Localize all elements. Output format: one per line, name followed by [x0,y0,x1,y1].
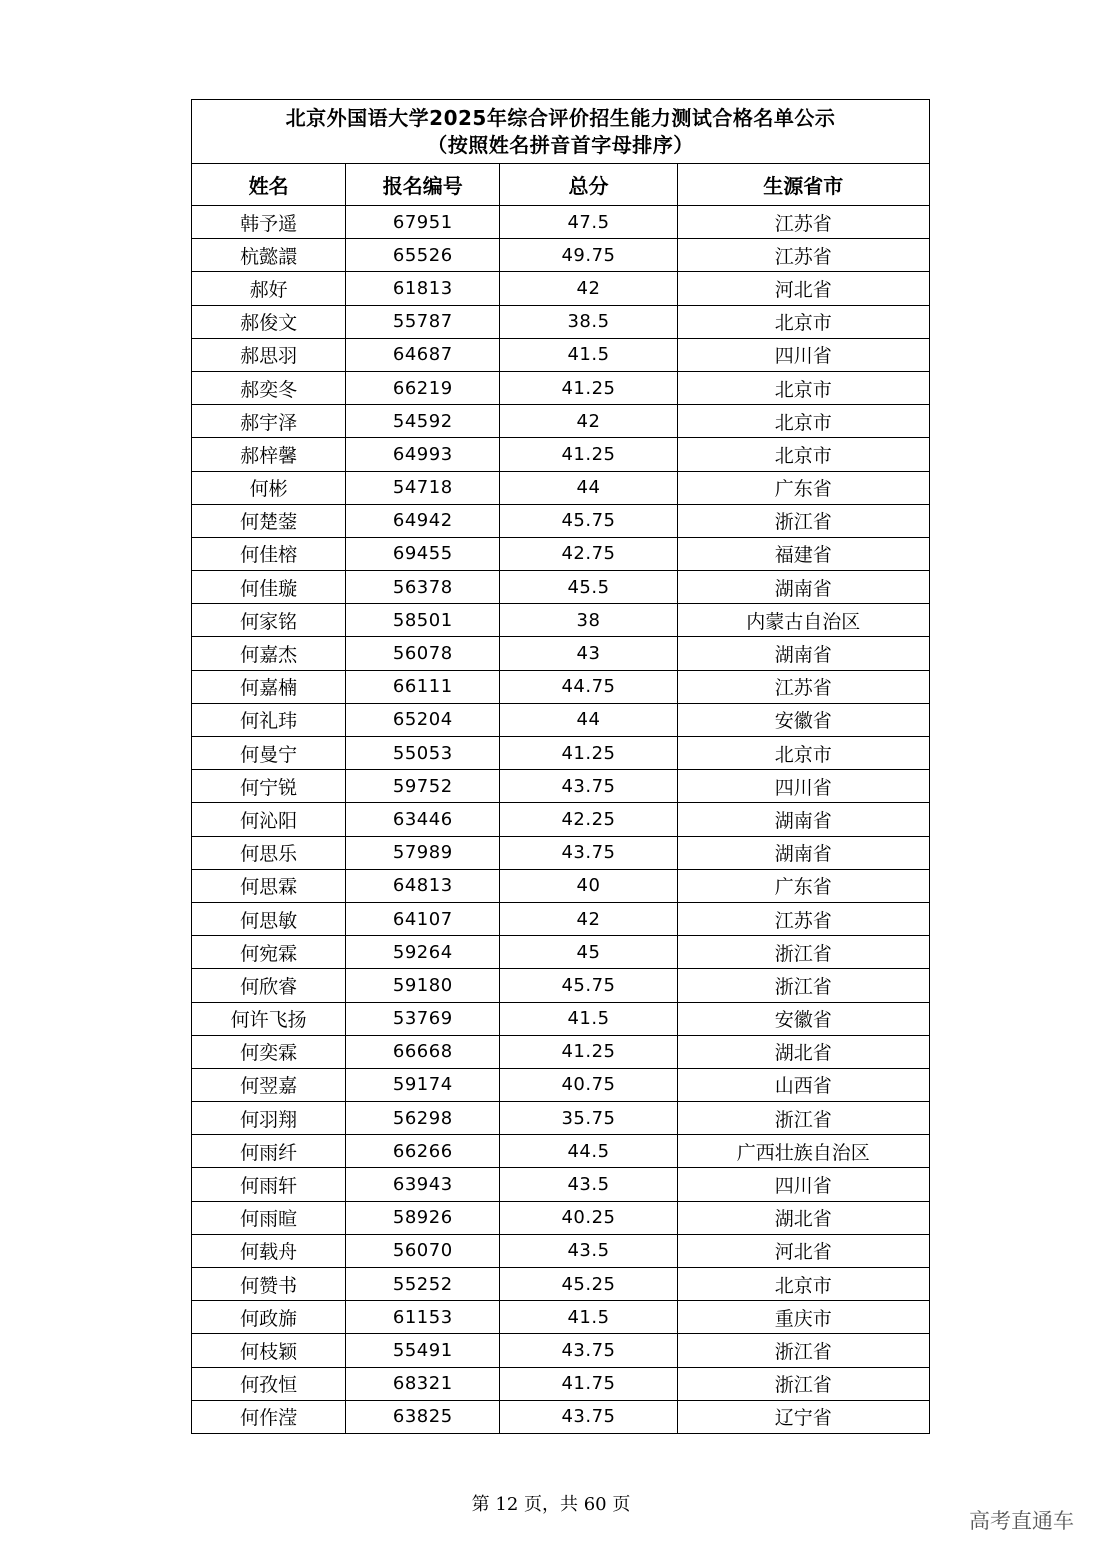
cell-total-score: 44 [500,703,677,736]
cell-name: 郝俊文 [192,305,346,338]
cell-name: 何佳璇 [192,571,346,604]
cell-province: 四川省 [677,770,929,803]
table-row [192,637,930,670]
cell-province: 辽宁省 [677,1400,929,1433]
cell-total-score: 41.5 [500,338,677,371]
table-row [192,936,930,969]
table-row [192,902,930,935]
cell-registration-number: 53769 [346,1002,500,1035]
table-row [192,1367,930,1400]
table-row [192,604,930,637]
cell-registration-number: 67951 [346,206,500,239]
cell-total-score: 45.5 [500,571,677,604]
cell-total-score: 44.5 [500,1135,677,1168]
header-registration-number: 报名编号 [346,164,500,206]
cell-name: 何雨轩 [192,1168,346,1201]
cell-registration-number: 63825 [346,1400,500,1433]
cell-province: 浙江省 [677,969,929,1002]
cell-registration-number: 56378 [346,571,500,604]
cell-province: 浙江省 [677,1334,929,1367]
cell-registration-number: 65526 [346,239,500,272]
table-row [192,206,930,239]
cell-registration-number: 58501 [346,604,500,637]
cell-total-score: 44.75 [500,670,677,703]
cell-total-score: 42.25 [500,803,677,836]
cell-total-score: 45 [500,936,677,969]
cell-total-score: 42 [500,902,677,935]
table-row [192,371,930,404]
cell-total-score: 41.5 [500,1002,677,1035]
header-province: 生源省市 [677,164,929,206]
cell-name: 杭懿譞 [192,239,346,272]
cell-province: 湖南省 [677,836,929,869]
cell-name: 郝梓馨 [192,438,346,471]
cell-total-score: 43.75 [500,836,677,869]
cell-province: 四川省 [677,1168,929,1201]
table-row [192,1002,930,1035]
watermark: 高考直通车 [969,1509,1074,1533]
table-row [192,338,930,371]
cell-registration-number: 64942 [346,504,500,537]
cell-registration-number: 57989 [346,836,500,869]
cell-registration-number: 66219 [346,371,500,404]
cell-total-score: 38 [500,604,677,637]
cell-total-score: 45.75 [500,969,677,1002]
cell-name: 何翌嘉 [192,1068,346,1101]
cell-total-score: 41.25 [500,737,677,770]
cell-name: 郝好 [192,272,346,305]
cell-total-score: 38.5 [500,305,677,338]
cell-registration-number: 56298 [346,1102,500,1135]
cell-province: 江苏省 [677,902,929,935]
cell-province: 浙江省 [677,504,929,537]
cell-registration-number: 61813 [346,272,500,305]
cell-province: 北京市 [677,737,929,770]
cell-total-score: 43 [500,637,677,670]
cell-province: 北京市 [677,371,929,404]
table-row [192,239,930,272]
cell-registration-number: 59180 [346,969,500,1002]
cell-province: 湖北省 [677,1035,929,1068]
cell-name: 何嘉杰 [192,637,346,670]
cell-registration-number: 63446 [346,803,500,836]
cell-name: 何宁锐 [192,770,346,803]
cell-registration-number: 65204 [346,703,500,736]
cell-name: 何雨暄 [192,1201,346,1234]
cell-total-score: 43.75 [500,770,677,803]
cell-total-score: 44 [500,471,677,504]
table-row [192,405,930,438]
cell-province: 湖南省 [677,637,929,670]
cell-name: 何沁阳 [192,803,346,836]
cell-registration-number: 55252 [346,1268,500,1301]
table-row [192,670,930,703]
table-row [192,471,930,504]
cell-name: 何政旆 [192,1301,346,1334]
table-row [192,1334,930,1367]
cell-registration-number: 56078 [346,637,500,670]
cell-name: 何家铭 [192,604,346,637]
cell-province: 安徽省 [677,1002,929,1035]
cell-name: 何嘉楠 [192,670,346,703]
cell-province: 广西壮族自治区 [677,1135,929,1168]
header-total-score: 总分 [500,164,677,206]
cell-total-score: 41.25 [500,438,677,471]
title-line-2: （按照姓名拼音首字母排序） [427,132,694,157]
table-row [192,1400,930,1433]
cell-province: 广东省 [677,869,929,902]
cell-province: 江苏省 [677,670,929,703]
cell-name: 何彬 [192,471,346,504]
cell-name: 何曼宁 [192,737,346,770]
cell-registration-number: 55491 [346,1334,500,1367]
table-row [192,1135,930,1168]
cell-registration-number: 54718 [346,471,500,504]
table-row [192,1268,930,1301]
cell-name: 何许飞扬 [192,1002,346,1035]
cell-total-score: 42.75 [500,537,677,570]
cell-province: 湖北省 [677,1201,929,1234]
cell-registration-number: 59752 [346,770,500,803]
table-row [192,504,930,537]
table-row [192,869,930,902]
cell-province: 河北省 [677,1234,929,1267]
page-number: 第 12 页，共 60 页 [471,1494,631,1515]
cell-total-score: 41.25 [500,1035,677,1068]
cell-name: 何楚蓥 [192,504,346,537]
cell-registration-number: 68321 [346,1367,500,1400]
cell-province: 北京市 [677,1268,929,1301]
cell-registration-number: 66266 [346,1135,500,1168]
cell-registration-number: 64813 [346,869,500,902]
cell-name: 何载舟 [192,1234,346,1267]
results-table [191,99,930,1434]
table-row [192,571,930,604]
cell-registration-number: 58926 [346,1201,500,1234]
cell-total-score: 45.25 [500,1268,677,1301]
cell-total-score: 40.75 [500,1068,677,1101]
cell-registration-number: 61153 [346,1301,500,1334]
cell-registration-number: 56070 [346,1234,500,1267]
cell-name: 何思敏 [192,902,346,935]
cell-name: 何佳榕 [192,537,346,570]
cell-total-score: 43.5 [500,1234,677,1267]
cell-registration-number: 64993 [346,438,500,471]
cell-registration-number: 69455 [346,537,500,570]
cell-province: 湖南省 [677,803,929,836]
table-body [192,206,930,1434]
cell-name: 何奕霖 [192,1035,346,1068]
cell-registration-number: 64107 [346,902,500,935]
cell-province: 江苏省 [677,206,929,239]
cell-province: 山西省 [677,1068,929,1101]
cell-province: 浙江省 [677,1102,929,1135]
cell-province: 北京市 [677,305,929,338]
table-row [192,1201,930,1234]
header-name: 姓名 [192,164,346,206]
cell-province: 安徽省 [677,703,929,736]
cell-province: 河北省 [677,272,929,305]
cell-province: 北京市 [677,405,929,438]
cell-total-score: 35.75 [500,1102,677,1135]
document-title [192,100,930,164]
cell-name: 何礼玮 [192,703,346,736]
cell-total-score: 41.25 [500,371,677,404]
cell-total-score: 47.5 [500,206,677,239]
table-row [192,1102,930,1135]
cell-province: 北京市 [677,438,929,471]
table-row [192,537,930,570]
cell-name: 郝宇泽 [192,405,346,438]
table-header-row [192,164,930,206]
cell-name: 韩予遥 [192,206,346,239]
cell-total-score: 41.5 [500,1301,677,1334]
cell-name: 何赞书 [192,1268,346,1301]
cell-province: 湖南省 [677,571,929,604]
cell-total-score: 43.75 [500,1400,677,1433]
cell-registration-number: 59174 [346,1068,500,1101]
table-row [192,1035,930,1068]
cell-province: 福建省 [677,537,929,570]
table-row [192,969,930,1002]
cell-name: 何欣睿 [192,969,346,1002]
title-line-1: 北京外国语大学2025年综合评价招生能力测试合格名单公示 [285,105,836,130]
cell-total-score: 42 [500,405,677,438]
cell-name: 何宛霖 [192,936,346,969]
cell-registration-number: 64687 [346,338,500,371]
cell-total-score: 49.75 [500,239,677,272]
cell-name: 何思乐 [192,836,346,869]
table-row [192,1168,930,1201]
cell-name: 何思霖 [192,869,346,902]
table-row [192,1068,930,1101]
cell-registration-number: 59264 [346,936,500,969]
cell-registration-number: 66111 [346,670,500,703]
table-row [192,836,930,869]
cell-province: 浙江省 [677,1367,929,1400]
table-row [192,305,930,338]
cell-province: 浙江省 [677,936,929,969]
cell-registration-number: 54592 [346,405,500,438]
cell-registration-number: 63943 [346,1168,500,1201]
cell-province: 重庆市 [677,1301,929,1334]
table-row [192,1234,930,1267]
cell-registration-number: 55787 [346,305,500,338]
table-row [192,703,930,736]
table-row [192,770,930,803]
table-row [192,272,930,305]
cell-total-score: 45.75 [500,504,677,537]
cell-name: 何作滢 [192,1400,346,1433]
cell-total-score: 40 [500,869,677,902]
cell-province: 广东省 [677,471,929,504]
table-row [192,1301,930,1334]
cell-name: 何枝颖 [192,1334,346,1367]
cell-name: 郝思羽 [192,338,346,371]
cell-province: 内蒙古自治区 [677,604,929,637]
cell-name: 何羽翔 [192,1102,346,1135]
table-row [192,803,930,836]
cell-total-score: 42 [500,272,677,305]
cell-province: 四川省 [677,338,929,371]
cell-registration-number: 55053 [346,737,500,770]
cell-total-score: 43.75 [500,1334,677,1367]
cell-name: 何孜恒 [192,1367,346,1400]
table-row [192,737,930,770]
cell-total-score: 43.5 [500,1168,677,1201]
table-row [192,438,930,471]
cell-registration-number: 66668 [346,1035,500,1068]
cell-total-score: 41.75 [500,1367,677,1400]
cell-name: 何雨纤 [192,1135,346,1168]
cell-total-score: 40.25 [500,1201,677,1234]
cell-province: 江苏省 [677,239,929,272]
cell-name: 郝奕冬 [192,371,346,404]
